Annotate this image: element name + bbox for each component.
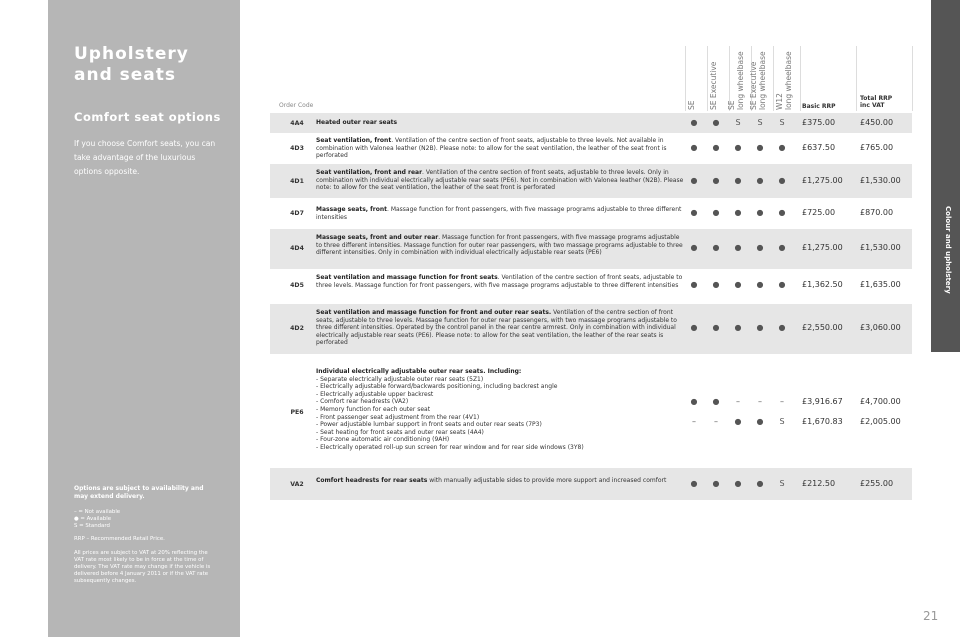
column-divider <box>707 46 708 111</box>
row-description: Massage seats, front and outer rear. Massage function for front passengers, with five massage programs adjustable to three different intensities. Massage function for outer rear passengers, with two massage programs adjustable to three different intensities. Only in combination with individual electrically adjustable rear seats (PE6) <box>316 234 683 257</box>
availability-mark: – <box>758 397 762 406</box>
total-rrp: £1,530.00 <box>860 243 901 252</box>
basic-rrp: £3,916.67 <box>802 397 843 406</box>
intro-text: If you choose Comfort seats, you can take advantage of the luxurious options opposite. <box>74 139 216 176</box>
total-rrp: £450.00 <box>860 118 894 127</box>
legend-available: ● = Available <box>74 516 112 522</box>
basic-rrp: £1,275.00 <box>802 176 843 185</box>
rrp-note: RRP – Recommended Retail Price. <box>74 536 165 542</box>
column-header-se-executive-lwb: SE Executive long wheelbase <box>749 51 767 110</box>
availability-mark: ● <box>778 280 786 289</box>
availability-mark: ● <box>690 118 698 127</box>
availability-mark: ● <box>712 118 720 127</box>
availability-mark: – <box>692 417 696 426</box>
row-description: Seat ventilation, front. Ventilation of the centre section of front seats, adjustable to three levels. Not available in combination with Valonea leather (N2B). Please note: to allow for the seat ventilation, the leather of the seat front is perforated <box>316 137 667 160</box>
table-row <box>270 354 912 468</box>
column-divider <box>773 46 774 111</box>
total-rrp: £4,700.00 <box>860 397 901 406</box>
row-description: Seat ventilation and massage function for front seats. Ventilation of the centre section of front seats, adjustable to three levels. Massage function for front passengers, with five massage programs adjustable to three different intensities <box>316 274 683 289</box>
vat-note: All prices are subject to VAT at 20% reflecting the VAT rate most likely to be in force at the time of delivery. The VAT rate may change if the vehicle is delivered before 4 January 2011 or if the VAT rate subsequently changes. <box>74 550 211 584</box>
page-number: 21 <box>923 609 939 623</box>
column-divider <box>856 46 857 111</box>
order-code: 4D7 <box>290 210 304 217</box>
availability-mark: ● <box>734 417 742 426</box>
availability-mark: ● <box>756 479 764 488</box>
row-description: Individual electrically adjustable outer rear seats. Including: - Separate electrically adjustable outer rear seats (5Z1) - Electrically adjustable forward/backwards positioning, including backrest angle - Electrically adjustable upper backrest - Comfort rear headrests (VA2) - Memory function for each outer seat - Front passenger seat adjustment from the rear (4V1) - Power adjustable lumbar support in front seats and outer rear seats (7P3) - Seat heating for front seats and outer rear seats (4A4) - Four-zone automatic air conditioning (9AH) - Electrically operated roll-up sun screen for rear window and for rear side windows (3Y8) <box>316 368 584 451</box>
column-header-se: SE <box>687 100 696 110</box>
row-description: Massage seats, front. Massage function for front passengers, with five massage programs adjustable to three different intensities <box>316 206 682 221</box>
availability-mark: ● <box>712 280 720 289</box>
total-rrp: £1,635.00 <box>860 280 901 289</box>
row-description: Heated outer rear seats <box>316 119 398 126</box>
total-rrp-header: Total RRP inc VAT <box>860 95 893 109</box>
basic-rrp-header: Basic RRP <box>802 103 836 110</box>
section-tab[interactable] <box>931 0 960 352</box>
order-code: 4D4 <box>290 245 304 252</box>
availability-mark: ● <box>734 479 742 488</box>
availability-mark: – <box>780 397 784 406</box>
availability-mark: ● <box>778 176 786 185</box>
availability-mark: ● <box>778 243 786 252</box>
table-row <box>270 269 912 304</box>
legend-standard: S = Standard <box>74 523 110 529</box>
total-rrp: £255.00 <box>860 479 894 488</box>
basic-rrp: £725.00 <box>802 208 836 217</box>
availability-mark: S <box>779 118 785 127</box>
section-tab-label: Colour and upholstery <box>944 206 952 294</box>
availability-mark: ● <box>734 143 742 152</box>
availability-mark: ● <box>756 243 764 252</box>
availability-mark: ● <box>734 280 742 289</box>
availability-mark: ● <box>690 397 698 406</box>
total-rrp: £870.00 <box>860 208 894 217</box>
availability-note: Options are subject to availability and may extend delivery. <box>74 485 204 500</box>
order-code: 4D2 <box>290 325 304 332</box>
basic-rrp: £2,550.00 <box>802 323 843 332</box>
order-code: 4D5 <box>290 282 304 289</box>
table-row <box>270 133 912 164</box>
order-code-header: Order Code <box>279 102 314 109</box>
table-row <box>270 468 912 500</box>
availability-mark: S <box>735 118 741 127</box>
availability-mark: ● <box>712 143 720 152</box>
section-subtitle: Comfort seat options <box>74 110 221 124</box>
order-code: 4D1 <box>290 178 304 185</box>
availability-mark: ● <box>712 243 720 252</box>
availability-mark: S <box>779 417 785 426</box>
sidebar <box>48 0 240 637</box>
notes <box>74 485 214 585</box>
column-divider <box>685 46 686 111</box>
total-rrp: £3,060.00 <box>860 323 901 332</box>
availability-mark: ● <box>690 208 698 217</box>
availability-mark: ● <box>756 143 764 152</box>
availability-mark: ● <box>712 479 720 488</box>
column-divider <box>912 46 913 111</box>
availability-mark: ● <box>756 176 764 185</box>
availability-mark: ● <box>690 280 698 289</box>
basic-rrp: £375.00 <box>802 118 836 127</box>
row-description: Seat ventilation and massage function for front and outer rear seats. Ventilation of the centre section of front seats, adjustable to three levels. Massage function for outer rear passengers, with two massage programs adjustable to three different intensities. Operated by the control panel in the rear centre armrest. Only in combination with individual electrically adjustable rear seats (PE6). Please note: to allow for the seat ventilation, the leather of the rear seats is perforated <box>316 309 677 347</box>
table-row <box>270 113 912 133</box>
total-rrp: £765.00 <box>860 143 894 152</box>
column-header-w12-lwb: W12 long wheelbase <box>775 51 793 110</box>
basic-rrp: £637.50 <box>802 143 836 152</box>
availability-mark: ● <box>712 176 720 185</box>
availability-mark: S <box>779 479 785 488</box>
availability-mark: ● <box>690 243 698 252</box>
availability-mark: ● <box>690 323 698 332</box>
availability-mark: ● <box>756 280 764 289</box>
availability-mark: ● <box>734 323 742 332</box>
availability-mark: ● <box>690 479 698 488</box>
row-description: Comfort headrests for rear seats with manually adjustable sides to provide more support and increased comfort <box>316 477 667 484</box>
availability-mark: ● <box>734 208 742 217</box>
availability-mark: – <box>714 417 718 426</box>
table-row <box>270 304 912 354</box>
availability-mark: ● <box>734 243 742 252</box>
order-code: PE6 <box>290 409 304 416</box>
total-rrp: £1,530.00 <box>860 176 901 185</box>
availability-mark: ● <box>756 417 764 426</box>
table-row <box>270 229 912 269</box>
availability-mark: – <box>736 397 740 406</box>
column-divider <box>800 46 801 111</box>
availability-mark: S <box>757 118 763 127</box>
basic-rrp: £1,670.83 <box>802 417 843 426</box>
basic-rrp: £1,362.50 <box>802 280 843 289</box>
page-title: Upholstery and seats <box>74 44 189 85</box>
availability-mark: ● <box>734 176 742 185</box>
order-code: 4A4 <box>290 120 304 127</box>
basic-rrp: £1,275.00 <box>802 243 843 252</box>
table-row <box>270 164 912 198</box>
column-header-se-executive: SE Executive <box>709 61 718 110</box>
column-header-se-lwb: SE long wheelbase <box>727 51 745 110</box>
availability-mark: ● <box>778 208 786 217</box>
basic-rrp: £212.50 <box>802 479 836 488</box>
availability-mark: ● <box>756 208 764 217</box>
availability-mark: ● <box>778 143 786 152</box>
row-description: Seat ventilation, front and rear. Ventilation of the centre section of front seats, adjustable to three levels. Only in combination with individual electrically adjustable rear seats (PE6). Not in combination with Valonea leather (N2B). Please note: to allow for the seat ventilation, the leather of the seat front is perforated <box>316 169 684 192</box>
order-code: 4D3 <box>290 145 304 152</box>
availability-mark: ● <box>756 323 764 332</box>
legend-not-available: – = Not available <box>74 509 121 515</box>
table-row <box>270 198 912 229</box>
availability-mark: ● <box>712 397 720 406</box>
legend <box>74 509 214 530</box>
order-code: VA2 <box>290 481 304 488</box>
total-rrp: £2,005.00 <box>860 417 901 426</box>
availability-mark: ● <box>778 323 786 332</box>
availability-mark: ● <box>690 176 698 185</box>
availability-mark: ● <box>712 208 720 217</box>
availability-mark: ● <box>712 323 720 332</box>
availability-mark: ● <box>690 143 698 152</box>
